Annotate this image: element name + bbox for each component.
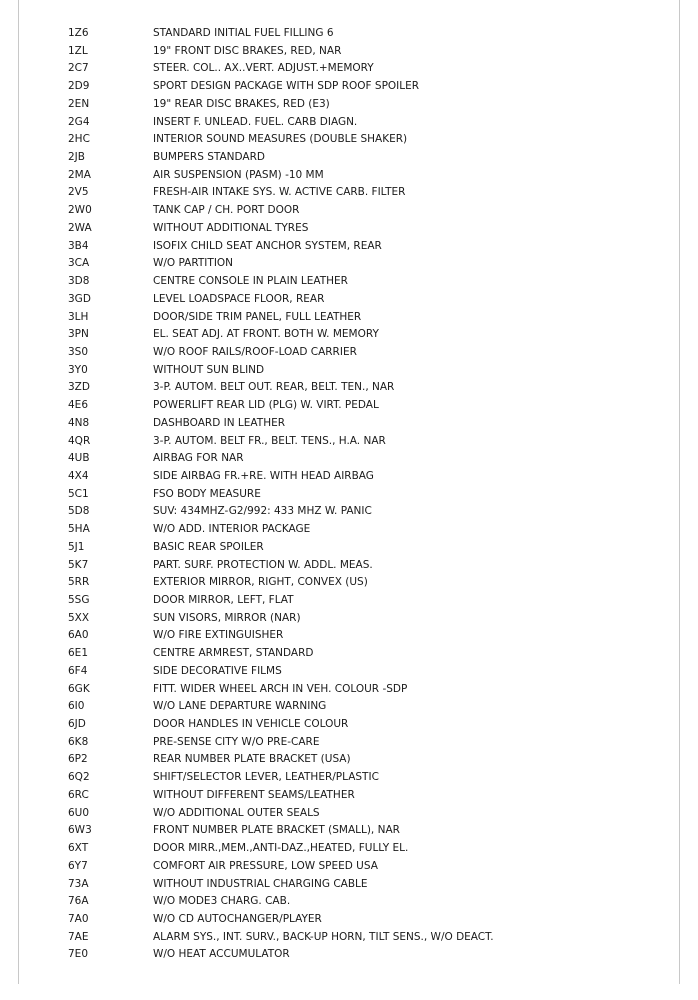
list-item bbox=[0, 663, 698, 681]
option-code: 6RC bbox=[68, 788, 89, 801]
option-description: DOOR MIRROR, LEFT, FLAT bbox=[153, 594, 294, 606]
option-code: 5J1 bbox=[68, 540, 85, 553]
list-item bbox=[0, 273, 698, 291]
option-code: 6A0 bbox=[68, 629, 89, 642]
option-description: STEER. COL.. AX..VERT. ADJUST.+MEMORY bbox=[153, 62, 374, 75]
option-code: 7AE bbox=[68, 930, 89, 943]
option-description: ALARM SYS., INT. SURV., BACK-UP HORN, TILT SENS., W/O DEACT. bbox=[153, 930, 494, 943]
option-code: 5SG bbox=[68, 594, 90, 606]
option-description: W/O FIRE EXTINGUISHER bbox=[153, 629, 284, 642]
option-description: SIDE DECORATIVE FILMS bbox=[153, 664, 282, 677]
option-description: DOOR MIRR.,MEM.,ANTI-DAZ.,HEATED, FULLY EL. bbox=[153, 842, 409, 855]
option-code: 5HA bbox=[68, 523, 90, 536]
list-item bbox=[0, 574, 698, 592]
option-description: INTERIOR SOUND MEASURES (DOUBLE SHAKER) bbox=[153, 133, 408, 146]
option-code: 3ZD bbox=[68, 381, 90, 394]
option-description: 19" REAR DISC BRAKES, RED (E3) bbox=[153, 97, 330, 110]
list-item bbox=[0, 415, 698, 433]
list-item bbox=[0, 60, 698, 78]
list-item bbox=[0, 486, 698, 504]
list-item bbox=[0, 557, 698, 575]
list-item bbox=[0, 96, 698, 114]
option-code: 3PN bbox=[68, 328, 89, 341]
list-item bbox=[0, 433, 698, 451]
option-description: CENTRE CONSOLE IN PLAIN LEATHER bbox=[153, 275, 348, 288]
list-item bbox=[0, 681, 698, 699]
option-code: 3B4 bbox=[68, 239, 89, 252]
option-code: 1Z6 bbox=[68, 27, 89, 39]
option-code: 3GD bbox=[68, 292, 91, 305]
list-item bbox=[0, 946, 698, 964]
option-code: 4QR bbox=[68, 434, 91, 447]
option-code: 3D8 bbox=[68, 275, 90, 288]
option-code: 3CA bbox=[68, 257, 90, 270]
option-description: WITHOUT DIFFERENT SEAMS/LEATHER bbox=[153, 788, 355, 801]
option-description: W/O LANE DEPARTURE WARNING bbox=[153, 700, 327, 713]
option-code: 6JD bbox=[68, 718, 86, 731]
option-description: WITHOUT ADDITIONAL TYRES bbox=[153, 221, 309, 234]
list-item bbox=[0, 840, 698, 858]
list-item bbox=[0, 184, 698, 202]
list-item bbox=[0, 114, 698, 132]
option-code: 6W3 bbox=[68, 824, 92, 837]
option-description: SUV: 434MHZ-G2/992: 433 MHZ W. PANIC bbox=[153, 505, 372, 518]
list-item bbox=[0, 379, 698, 397]
option-code: 5K7 bbox=[68, 558, 89, 571]
option-code: 6E1 bbox=[68, 647, 88, 660]
option-code: 2JB bbox=[68, 151, 85, 164]
list-item bbox=[0, 255, 698, 273]
list-item bbox=[0, 893, 698, 911]
option-code: 6Q2 bbox=[68, 771, 90, 784]
list-item bbox=[0, 751, 698, 769]
option-code: 6XT bbox=[68, 842, 89, 855]
list-item bbox=[0, 291, 698, 309]
list-item bbox=[0, 25, 698, 43]
list-item bbox=[0, 539, 698, 557]
option-description: POWERLIFT REAR LID (PLG) W. VIRT. PEDAL bbox=[153, 399, 379, 412]
list-item bbox=[0, 220, 698, 238]
option-description: W/O ADD. INTERIOR PACKAGE bbox=[153, 523, 311, 536]
option-code: 2C7 bbox=[68, 62, 89, 75]
option-description: COMFORT AIR PRESSURE, LOW SPEED USA bbox=[153, 859, 378, 872]
option-code: 3Y0 bbox=[68, 363, 88, 376]
option-description: FSO BODY MEASURE bbox=[153, 487, 261, 500]
option-code: 6I0 bbox=[68, 700, 85, 713]
option-code: 76A bbox=[68, 895, 89, 908]
option-code: 4E6 bbox=[68, 399, 88, 412]
option-code: 1ZL bbox=[68, 44, 88, 57]
option-code: 2HC bbox=[68, 133, 90, 146]
option-code: 3LH bbox=[68, 310, 89, 323]
option-description: SIDE AIRBAG FR.+RE. WITH HEAD AIRBAG bbox=[153, 469, 374, 482]
option-code: 2D9 bbox=[68, 80, 90, 93]
list-item bbox=[0, 627, 698, 645]
option-description: DASHBOARD IN LEATHER bbox=[153, 416, 286, 429]
option-code: 6GK bbox=[68, 682, 90, 695]
list-item bbox=[0, 131, 698, 149]
list-item bbox=[0, 78, 698, 96]
list-item bbox=[0, 326, 698, 344]
option-code: 6P2 bbox=[68, 753, 88, 766]
option-description: EXTERIOR MIRROR, RIGHT, CONVEX (US) bbox=[153, 576, 368, 589]
option-description: BASIC REAR SPOILER bbox=[153, 540, 264, 553]
list-item bbox=[0, 149, 698, 167]
option-description: DOOR HANDLES IN VEHICLE COLOUR bbox=[153, 718, 349, 731]
option-description: W/O CD AUTOCHANGER/PLAYER bbox=[153, 912, 322, 925]
option-code: 73A bbox=[68, 877, 89, 890]
option-description: PRE-SENSE CITY W/O PRE-CARE bbox=[153, 735, 320, 748]
option-description: FRESH-AIR INTAKE SYS. W. ACTIVE CARB. FILTER bbox=[153, 186, 406, 199]
option-description: W/O PARTITION bbox=[153, 257, 234, 270]
option-description: BUMPERS STANDARD bbox=[153, 151, 265, 164]
option-code: 2G4 bbox=[68, 115, 90, 128]
option-code: 2V5 bbox=[68, 186, 89, 199]
option-code: 6F4 bbox=[68, 664, 88, 677]
option-description: 3-P. AUTOM. BELT FR., BELT. TENS., H.A. NAR bbox=[153, 434, 386, 447]
list-item bbox=[0, 43, 698, 61]
option-description: AIR SUSPENSION (PASM) -10 MM bbox=[153, 168, 324, 181]
list-item bbox=[0, 521, 698, 539]
list-item bbox=[0, 592, 698, 610]
list-item bbox=[0, 822, 698, 840]
option-code: 6K8 bbox=[68, 735, 89, 748]
equipment-code-list bbox=[0, 25, 698, 964]
list-item bbox=[0, 610, 698, 628]
option-code: 4N8 bbox=[68, 416, 90, 429]
option-description: SUN VISORS, MIRROR (NAR) bbox=[153, 611, 301, 624]
list-item bbox=[0, 202, 698, 220]
option-description: WITHOUT SUN BLIND bbox=[153, 363, 265, 376]
option-code: 3S0 bbox=[68, 345, 89, 358]
option-description: INSERT F. UNLEAD. FUEL. CARB DIAGN. bbox=[153, 115, 358, 128]
option-description: FRONT NUMBER PLATE BRACKET (SMALL), NAR bbox=[153, 824, 400, 837]
option-code: 5RR bbox=[68, 576, 90, 589]
option-code: 4X4 bbox=[68, 469, 89, 482]
list-item bbox=[0, 805, 698, 823]
option-code: 4UB bbox=[68, 452, 90, 465]
list-item bbox=[0, 468, 698, 486]
list-item bbox=[0, 503, 698, 521]
option-description: 3-P. AUTOM. BELT OUT. REAR, BELT. TEN., NAR bbox=[153, 381, 395, 394]
option-description: REAR NUMBER PLATE BRACKET (USA) bbox=[153, 753, 351, 766]
option-description: STANDARD INITIAL FUEL FILLING 6 bbox=[153, 27, 334, 39]
list-item bbox=[0, 238, 698, 256]
option-code: 7E0 bbox=[68, 948, 88, 961]
list-item bbox=[0, 450, 698, 468]
list-item bbox=[0, 362, 698, 380]
option-description: DOOR/SIDE TRIM PANEL, FULL LEATHER bbox=[153, 310, 362, 323]
option-description: PART. SURF. PROTECTION W. ADDL. MEAS. bbox=[153, 558, 373, 571]
list-item bbox=[0, 167, 698, 185]
list-item bbox=[0, 787, 698, 805]
list-item bbox=[0, 397, 698, 415]
option-code: 5C1 bbox=[68, 487, 89, 500]
list-item bbox=[0, 698, 698, 716]
option-code: 2W0 bbox=[68, 204, 92, 217]
option-description: W/O MODE3 CHARG. CAB. bbox=[153, 895, 291, 908]
option-description: 19" FRONT DISC BRAKES, RED, NAR bbox=[153, 44, 342, 57]
option-code: 2MA bbox=[68, 168, 91, 181]
option-description: SPORT DESIGN PACKAGE WITH SDP ROOF SPOILER bbox=[153, 80, 420, 93]
list-item bbox=[0, 858, 698, 876]
list-item bbox=[0, 769, 698, 787]
option-code: 6U0 bbox=[68, 806, 90, 819]
option-code: 5D8 bbox=[68, 505, 90, 518]
option-description: TANK CAP / CH. PORT DOOR bbox=[153, 204, 300, 217]
list-item bbox=[0, 716, 698, 734]
list-item bbox=[0, 645, 698, 663]
list-item bbox=[0, 876, 698, 894]
option-description: WITHOUT INDUSTRIAL CHARGING CABLE bbox=[153, 877, 368, 890]
option-description: SHIFT/SELECTOR LEVER, LEATHER/PLASTIC bbox=[153, 771, 379, 784]
option-description: ISOFIX CHILD SEAT ANCHOR SYSTEM, REAR bbox=[153, 239, 382, 252]
option-code: 7A0 bbox=[68, 912, 89, 925]
option-code: 2EN bbox=[68, 97, 90, 110]
option-code: 6Y7 bbox=[68, 859, 88, 872]
option-description: W/O HEAT ACCUMULATOR bbox=[153, 948, 290, 961]
option-description: CENTRE ARMREST, STANDARD bbox=[153, 647, 314, 660]
option-code: 5XX bbox=[68, 611, 90, 624]
list-item bbox=[0, 344, 698, 362]
option-description: W/O ADDITIONAL OUTER SEALS bbox=[153, 806, 320, 819]
option-description: W/O ROOF RAILS/ROOF-LOAD CARRIER bbox=[153, 345, 357, 358]
list-item bbox=[0, 734, 698, 752]
option-description: EL. SEAT ADJ. AT FRONT. BOTH W. MEMORY bbox=[153, 328, 379, 341]
list-item bbox=[0, 309, 698, 327]
option-description: FITT. WIDER WHEEL ARCH IN VEH. COLOUR -SDP bbox=[153, 682, 408, 695]
list-item bbox=[0, 929, 698, 947]
list-item bbox=[0, 911, 698, 929]
option-description: AIRBAG FOR NAR bbox=[153, 452, 244, 465]
option-description: LEVEL LOADSPACE FLOOR, REAR bbox=[153, 292, 325, 305]
option-code: 2WA bbox=[68, 221, 92, 234]
